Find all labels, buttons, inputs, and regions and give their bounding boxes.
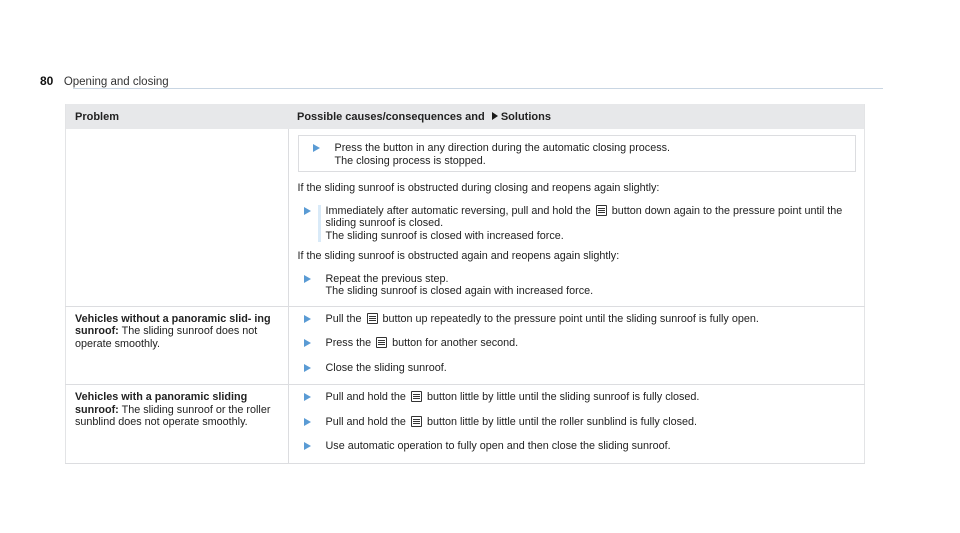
step-text-part: Pull the — [325, 312, 362, 325]
list-item — [298, 362, 857, 377]
step-text — [326, 391, 857, 406]
list-item — [298, 273, 857, 298]
step-text — [326, 205, 857, 230]
step-text-part: button little by little until the sliding sunroof is fully closed. — [426, 391, 700, 403]
step-text: Use automatic operation to fully open and then close the sliding sunroof. — [325, 440, 671, 452]
list-item — [298, 205, 857, 243]
step-text-part: Press the — [325, 337, 372, 349]
step-result: The sliding sunroof is closed again with increased force. — [325, 285, 594, 297]
problem-cell — [66, 306, 289, 385]
step-arrow-icon — [304, 418, 311, 426]
step-arrow-icon — [304, 442, 311, 450]
step-arrow-icon — [304, 339, 311, 347]
problem-title: Vehicles without a panoramic slid- ing sunroof: — [75, 312, 271, 337]
step-arrow-icon — [304, 364, 311, 372]
step-text: Press the button in any direction during the automatic closing process. — [334, 142, 670, 154]
step-text: Close the sliding sunroof. — [325, 361, 447, 374]
step-text-part: Pull and hold the — [325, 391, 406, 403]
column-header-problem: Problem — [66, 104, 289, 129]
step-text-part: button up repeatedly to the pressure point until the sliding sunroof is fully open. — [382, 312, 759, 325]
step-text: Repeat the previous step. — [325, 272, 449, 285]
step-arrow-icon — [304, 207, 311, 215]
sunroof-button-icon — [367, 313, 378, 324]
problem-description: The sliding sunroof does not operate smoothly. — [75, 325, 258, 350]
step-text-part: button for another second. — [392, 337, 519, 349]
problem-cell — [66, 385, 289, 464]
step-text — [326, 416, 857, 431]
continued-step-box — [298, 135, 857, 172]
sunroof-button-icon — [596, 205, 607, 216]
sunroof-button-icon — [411, 416, 422, 427]
problem-title: Vehicles with a panoramic sliding sunroof: — [75, 391, 248, 416]
column-header-solutions-suffix: Solutions — [500, 111, 551, 123]
condition-paragraph: If the sliding sunroof is obstructed again and reopens again slightly: — [297, 250, 620, 262]
list-item — [298, 391, 857, 406]
list-item — [298, 313, 857, 328]
header-divider — [73, 88, 883, 89]
arrow-icon — [492, 112, 498, 120]
list-item — [298, 337, 857, 352]
section-title: Opening and closing — [63, 76, 169, 88]
step-arrow-icon — [304, 393, 311, 401]
solutions-cell — [288, 385, 865, 464]
table-row — [66, 385, 865, 464]
column-header-solutions-prefix: Possible causes/consequences and — [297, 111, 485, 123]
table-header-row — [66, 104, 865, 129]
troubleshooting-table — [65, 104, 865, 464]
step-text-part: button little by little until the roller sunblind is fully closed. — [426, 415, 698, 428]
step-result: The sliding sunroof is closed with increased force. — [325, 229, 564, 242]
table-row — [66, 306, 865, 385]
step-text — [326, 337, 857, 352]
problem-description: The sliding sunroof or the roller sunblind does not operate smoothly. — [75, 403, 271, 428]
list-item — [307, 142, 848, 167]
step-arrow-icon — [304, 275, 311, 283]
step-arrow-icon — [313, 144, 320, 152]
step-text — [326, 313, 857, 328]
column-header-solutions — [288, 104, 865, 129]
step-result: The closing process is stopped. — [334, 154, 486, 167]
step-text-part: button down again to the pressure point until the sliding sunroof is closed. — [325, 204, 843, 229]
sunroof-button-icon — [376, 337, 387, 348]
step-text-part: Immediately after automatic reversing, pull and hold the — [325, 204, 591, 217]
step-text-part: Pull and hold the — [325, 415, 406, 428]
sunroof-button-icon — [411, 391, 422, 402]
step-arrow-icon — [304, 315, 311, 323]
problem-cell-empty — [66, 129, 289, 306]
table-row — [66, 129, 865, 306]
solutions-cell — [288, 129, 865, 306]
list-item — [298, 440, 857, 455]
list-item — [298, 416, 857, 431]
page-number: 80 — [40, 74, 54, 88]
solutions-cell — [288, 306, 865, 385]
condition-paragraph: If the sliding sunroof is obstructed during closing and reopens again slightly: — [297, 182, 660, 194]
